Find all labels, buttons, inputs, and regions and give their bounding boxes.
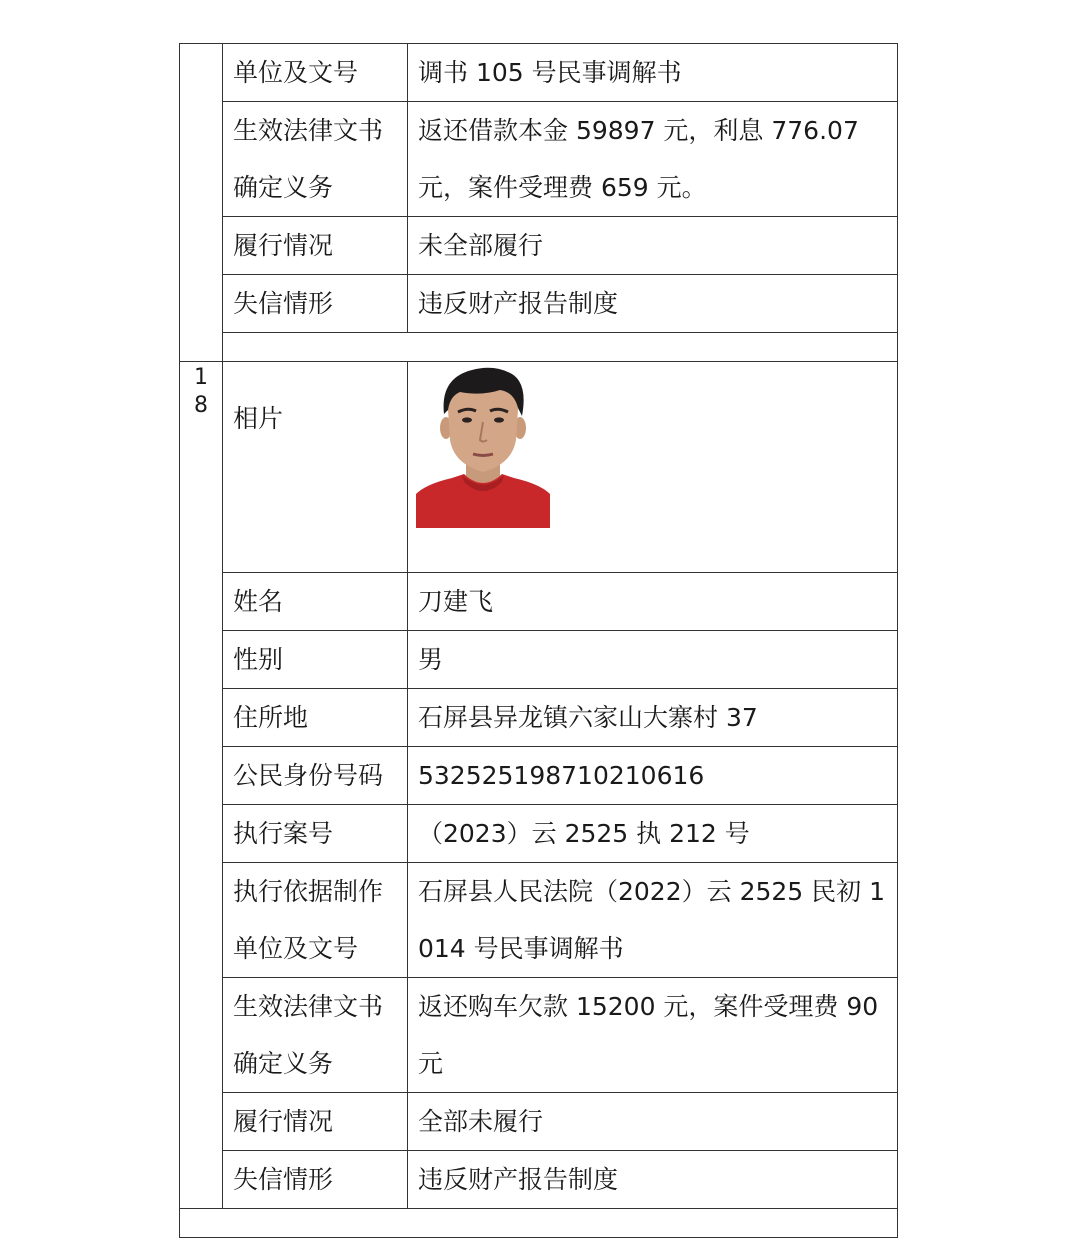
row-label: 失信情形 (223, 275, 408, 333)
photo-label: 相片 (223, 362, 408, 573)
row-value: 刀建飞 (408, 573, 898, 631)
separator-cell (180, 1209, 898, 1238)
table-row (180, 1151, 898, 1209)
index-cell-previous (180, 44, 223, 362)
row-value: 石屏县异龙镇六家山大寨村 37 (408, 689, 898, 747)
row-value: 违反财产报告制度 (408, 275, 898, 333)
row-label: 性别 (223, 631, 408, 689)
row-label: 单位及文号 (223, 44, 408, 102)
row-label: 住所地 (223, 689, 408, 747)
row-label: 公民身份号码 (223, 747, 408, 805)
portrait-drawing (416, 362, 550, 528)
table-row (180, 44, 898, 102)
table-row (180, 863, 898, 978)
row-label: 失信情形 (223, 1151, 408, 1209)
row-value: 未全部履行 (408, 217, 898, 275)
row-value: 返还借款本金 59897 元，利息 776.07 元，案件受理费 659 元。 (408, 102, 898, 217)
row-value: （2023）云 2525 执 212 号 (408, 805, 898, 863)
table-row (180, 1093, 898, 1151)
record-index-digit: 1 (194, 365, 208, 390)
row-label: 履行情况 (223, 1093, 408, 1151)
separator-row (180, 1209, 898, 1238)
row-label: 执行依据制作单位及文号 (223, 863, 408, 978)
dishonest-debtor-table-page (179, 43, 897, 1238)
table-row (180, 689, 898, 747)
row-value: 石屏县人民法院（2022）云 2525 民初 1014 号民事调解书 (408, 863, 898, 978)
separator-row (180, 333, 898, 362)
separator-cell (223, 333, 898, 362)
row-value: 532525198710210616 (408, 747, 898, 805)
photo-cell (408, 362, 898, 573)
table-row (180, 573, 898, 631)
row-value: 违反财产报告制度 (408, 1151, 898, 1209)
row-label: 履行情况 (223, 217, 408, 275)
row-value: 全部未履行 (408, 1093, 898, 1151)
row-value: 调书 105 号民事调解书 (408, 44, 898, 102)
row-label: 执行案号 (223, 805, 408, 863)
table-row (180, 217, 898, 275)
row-label: 生效法律文书确定义务 (223, 978, 408, 1093)
table-row (180, 747, 898, 805)
record-index (180, 362, 223, 1209)
person-portrait-icon (416, 362, 550, 528)
table-row (180, 102, 898, 217)
table-row (180, 275, 898, 333)
row-value: 男 (408, 631, 898, 689)
table-row (180, 978, 898, 1093)
record-index-digit: 8 (194, 393, 208, 418)
table-row (180, 805, 898, 863)
row-value: 返还购车欠款 15200 元，案件受理费 90 元 (408, 978, 898, 1093)
row-label: 生效法律文书确定义务 (223, 102, 408, 217)
row-label: 姓名 (223, 573, 408, 631)
table-row (180, 631, 898, 689)
table-row (180, 362, 898, 573)
debtor-info-table (179, 43, 898, 1238)
